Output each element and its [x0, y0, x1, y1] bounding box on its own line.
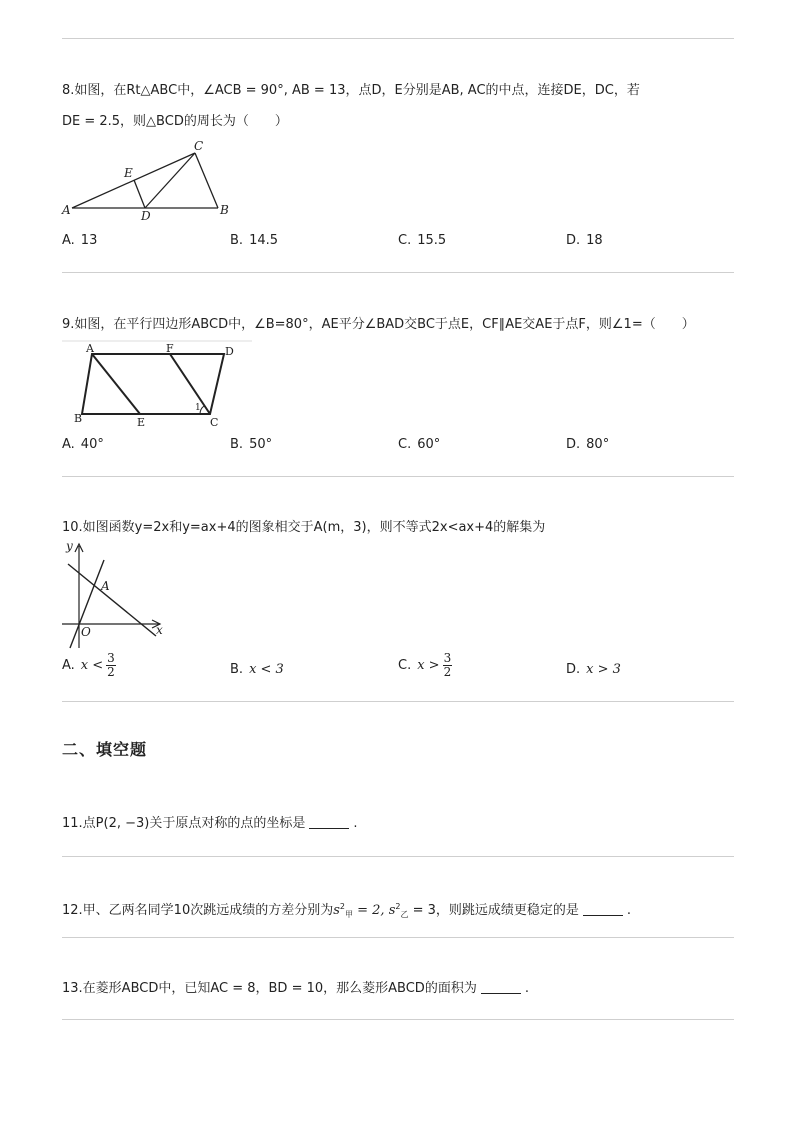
q9-label-F: F	[166, 342, 174, 355]
q8-segment-DE	[134, 180, 145, 208]
q8-option-b[interactable]: B. 14.5	[230, 233, 279, 248]
q9-label-A: A	[86, 342, 94, 355]
q9-label-E: E	[137, 416, 146, 429]
q8-segment-DC	[145, 153, 195, 208]
q11-answer-blank[interactable]	[309, 816, 349, 829]
q9-text-line1: 9.如图，在平行四边形ABCD中，∠B=80°，AE平分∠BAD交BC于点E，CF∥AE交AE于点F，则∠1=（ ）	[62, 317, 695, 332]
q9-label-angle-1: 1	[195, 403, 201, 413]
q9-label-B: B	[74, 412, 83, 425]
q9-option-a[interactable]: A. 40°	[62, 437, 104, 452]
q9-label-C: C	[210, 416, 219, 429]
q10-graph-figure	[60, 538, 170, 653]
q9-option-c[interactable]: C. 60°	[398, 437, 441, 452]
q10-label-O: O	[81, 625, 91, 639]
q10-option-a-fraction: $\frac{3}{2}$	[107, 651, 115, 679]
q9-parallelogram-figure	[62, 340, 252, 430]
q10-text-line1: 10.如图函数y=2x和y=ax+4的图象相交于A(m，3)，则不等式2x<ax+4的解集为	[62, 520, 546, 535]
q13-text: 13.在菱形ABCD中，已知AC = 8，BD = 10，那么菱形ABCD的面积为 .	[62, 981, 529, 996]
divider-q13	[62, 1019, 734, 1020]
divider-q10	[62, 701, 734, 702]
q10-option-d[interactable]: D. x > 3	[566, 662, 621, 677]
q13-answer-blank[interactable]	[481, 981, 521, 994]
divider-q9	[62, 476, 734, 477]
q9-option-b[interactable]: B. 50°	[230, 437, 273, 452]
divider-q8	[62, 272, 734, 273]
divider-top	[62, 38, 734, 39]
q8-label-A: A	[62, 203, 71, 217]
q8-option-d[interactable]: D. 18	[566, 233, 603, 248]
q9-option-d[interactable]: D. 80°	[566, 437, 610, 452]
q10-option-c-fraction: $\frac{3}{2}$	[443, 651, 452, 679]
q8-label-D: D	[141, 209, 151, 222]
section-title-fill-in: 二、填空题	[62, 740, 148, 759]
q10-label-A: A	[101, 579, 110, 593]
q8-text-line2: DE = 2.5，则△BCD的周长为（ ）	[62, 114, 288, 129]
q8-text-line1: 8.如图，在Rt△ABC中，∠ACB = 90°, AB = 13，点D，E分别是AB, AC的中点，连接DE，DC，若	[62, 83, 640, 98]
divider-q11	[62, 856, 734, 857]
q10-label-x: x	[156, 623, 163, 637]
q10-option-b[interactable]: B. x < 3	[230, 662, 284, 677]
q8-option-a[interactable]: A. 13	[62, 233, 98, 248]
q11-text: 11.点P(2, −3)关于原点对称的点的坐标是 .	[62, 816, 358, 831]
q10-option-c[interactable]: C. x > $\frac{3}{2}$	[398, 651, 452, 679]
q9-label-D: D	[225, 345, 234, 358]
q10-label-y: y	[66, 539, 73, 553]
q8-triangle-figure	[60, 138, 240, 222]
q12-text: 12.甲、乙两名同学10次跳远成绩的方差分别为$s^2_甲 = 2$, $s^2_乙 = 3$，则跳远成绩更稳定的是 .	[62, 902, 632, 919]
q8-segment-BC	[195, 153, 218, 208]
divider-q12	[62, 937, 734, 938]
q8-label-B: B	[220, 203, 229, 217]
q8-label-C: C	[194, 139, 204, 153]
q12-answer-blank[interactable]	[583, 903, 623, 916]
q8-option-c[interactable]: C. 15.5	[398, 233, 447, 248]
q10-option-a[interactable]: A. x < $\frac{3}{2}$	[62, 651, 115, 679]
q8-label-E: E	[124, 166, 133, 180]
